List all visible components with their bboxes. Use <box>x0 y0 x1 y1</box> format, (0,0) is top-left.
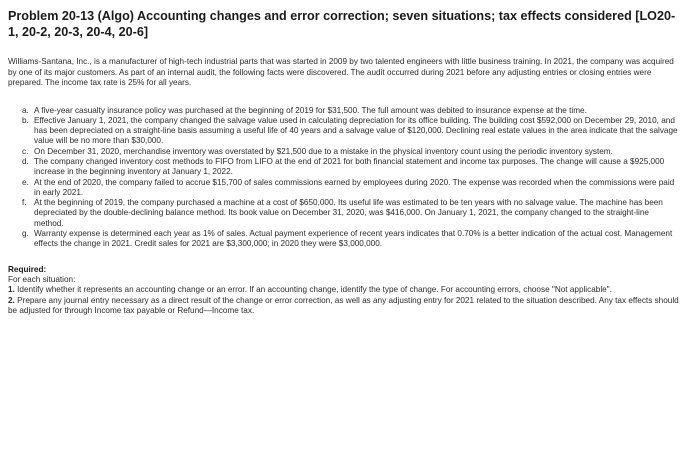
required-item-text: Identify whether it represents an accounting change or an error. If an accounting change, identify the type of change. For accounting errors, choose "Not applicable". <box>17 285 612 295</box>
situation-b <box>22 116 680 147</box>
situation-letter: f. <box>22 198 27 208</box>
problem-intro: Williams-Santana, Inc., is a manufacturer of high-tech industrial parts that was started in 2009 by two talented engineers with little business training. In 2021, the company was acquired by one of its major customers. As part of an internal audit, the following facts were discovered. The audit occurred during 2021 before any adjusting entries or closing entries were prepared. The income tax rate is 25% for all years. <box>8 57 674 87</box>
problem-title: Problem 20-13 (Algo) Accounting changes and error correction; seven situations; tax effects considered [LO20-1, 20-2, 20-3, 20-4, 20-6] <box>8 9 676 39</box>
required-item-2 <box>8 296 680 317</box>
situation-letter: g. <box>22 229 29 239</box>
situation-text: At the end of 2020, the company failed to accrue $15,700 of sales commissions earned by employees during 2020. The expense was recorded when the commissions were paid in early 2021. <box>34 177 675 197</box>
situation-text: At the beginning of 2019, the company purchased a machine at a cost of $650,000. Its useful life was estimated to be ten years with no salvage value. The machine has been depreciated by the double-declining balance method. Its book value on December 31, 2020, was $416,000. On January 1, 2021, the company changed to the straight-line method. <box>34 198 663 228</box>
required-heading: Required: <box>8 264 47 274</box>
situation-text: The company changed inventory cost methods to FIFO from LIFO at the end of 2021 for both financial statement and income tax purposes. The change will cause a $925,000 increase in the beginning inventory at January 1, 2022. <box>34 156 665 177</box>
situation-e <box>22 178 680 199</box>
required-item-number: 1. <box>8 285 15 295</box>
situation-d <box>22 157 680 178</box>
required-item-1 <box>8 285 680 295</box>
situation-text: Warranty expense is determined each year as 1% of sales. Actual payment experience of recent years indicates that 0.70% is a better indication of the actual cost. Management effects the change in 2021. Credit sales for 2021 are $3,300,000; in 2020 they were $3,000,000. <box>34 229 673 249</box>
required-subheading: For each situation: <box>8 274 76 284</box>
situation-a <box>22 106 680 116</box>
situation-letter: c. <box>22 146 29 156</box>
situation-letter: b. <box>22 115 29 125</box>
situation-g <box>22 229 680 250</box>
situation-letter: a. <box>22 105 29 115</box>
situation-text: A five-year casualty insurance policy was purchased at the beginning of 2019 for $31,500. The full amount was debited to insurance expense at the time. <box>34 105 587 115</box>
required-item-text: Prepare any journal entry necessary as a direct result of the change or error correction, as well as any adjusting entry for 2021 related to the situation described. Any tax effects should be adjusted for through Income tax payable or Refund—Income tax. <box>8 295 679 315</box>
situation-text: Effective January 1, 2021, the company changed the salvage value used in calculating depreciation for its office building. The building cost $592,000 on December 29, 2010, and has been depreciated on a straight-line basis assuming a useful life of 40 years and a salvage value of $120,000. Declining real estate values in the area indicate that the salvage value will be no more than $30,000. <box>34 115 678 146</box>
situation-text: On December 31, 2020, merchandise inventory was overstated by $21,500 due to a mistake in the physical inventory count using the periodic inventory system. <box>34 146 613 156</box>
situations-list <box>8 106 680 250</box>
situation-f <box>22 198 680 229</box>
situation-c <box>22 147 680 157</box>
required-item-number: 2. <box>8 295 15 305</box>
situation-letter: e. <box>22 177 29 187</box>
required-section <box>8 265 680 316</box>
situation-letter: d. <box>22 156 29 166</box>
